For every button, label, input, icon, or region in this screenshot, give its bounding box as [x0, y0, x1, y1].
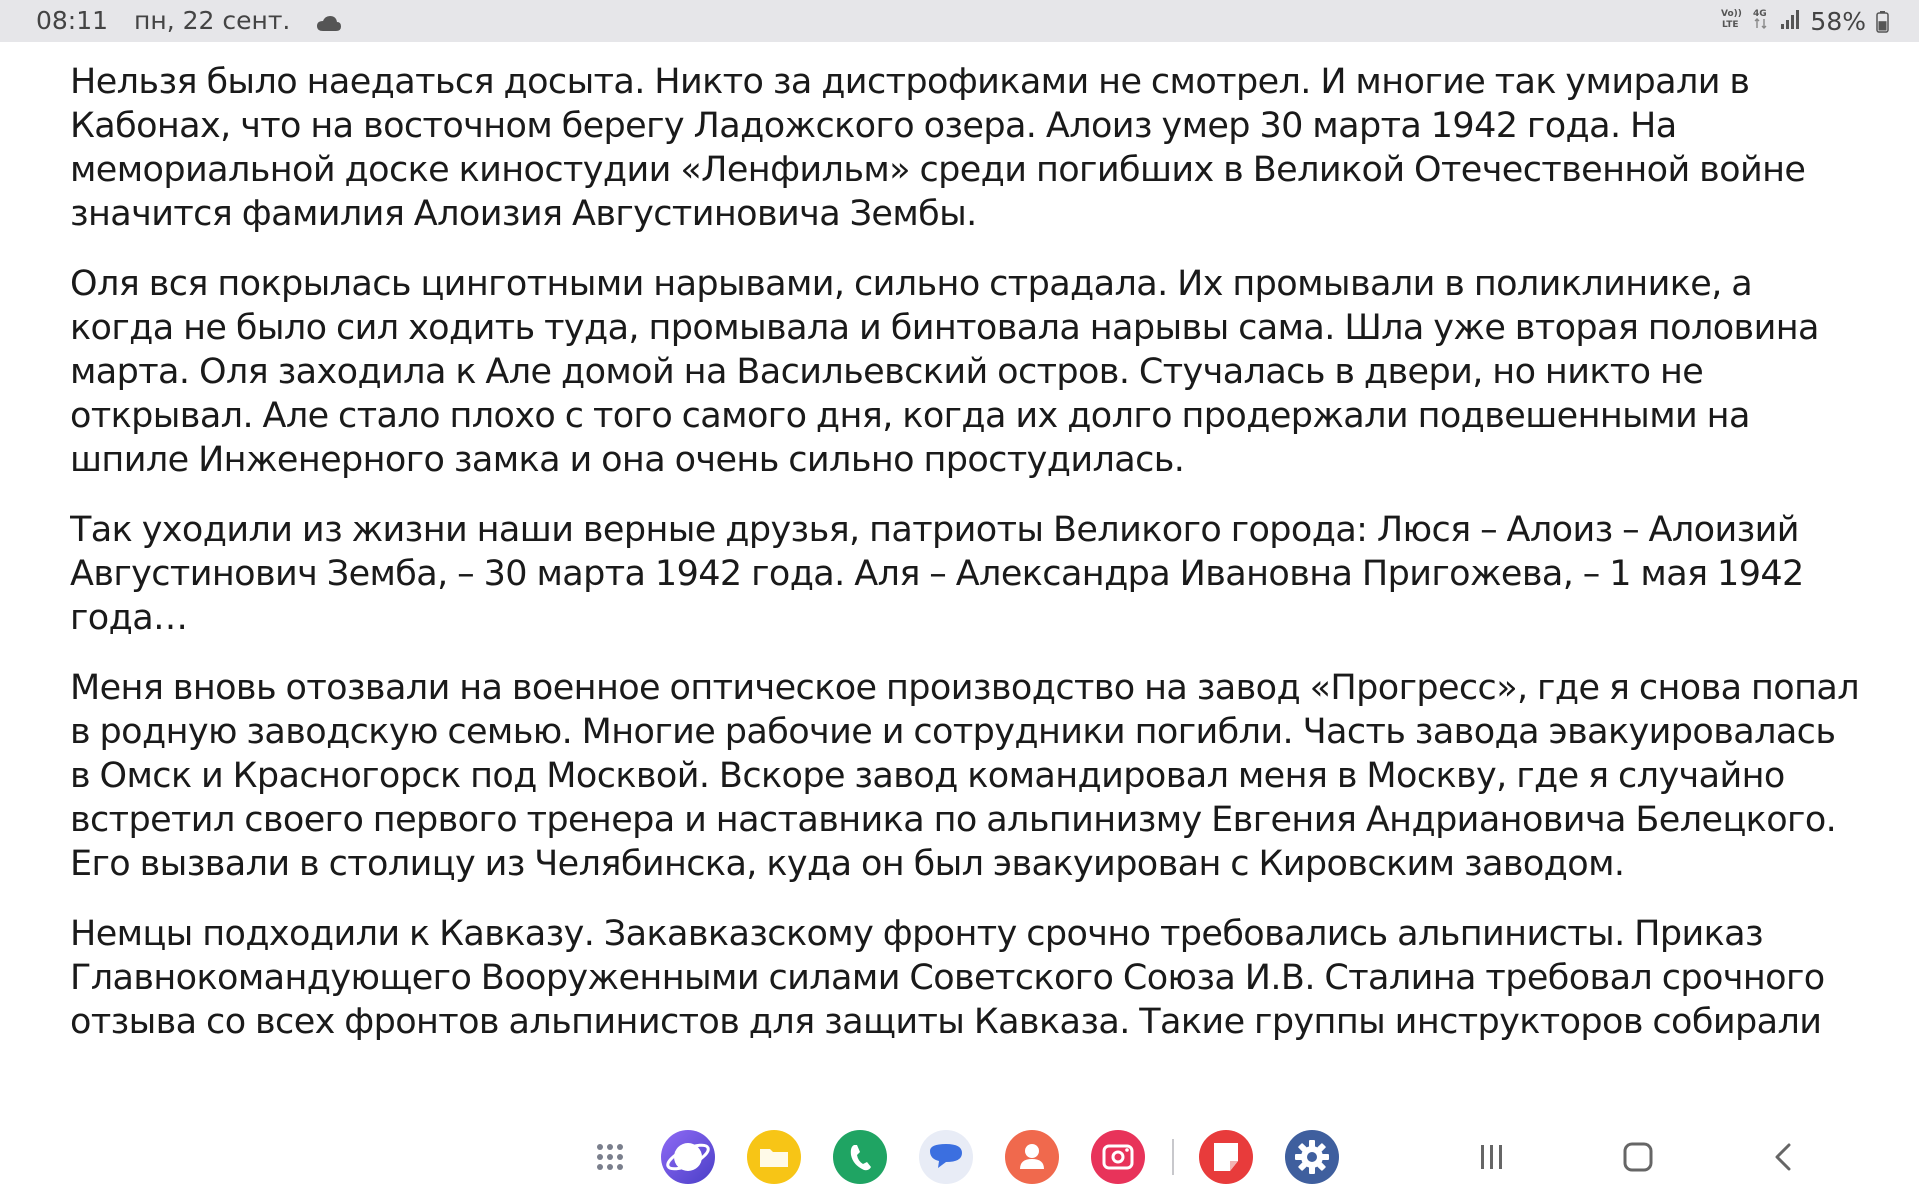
my-files-icon[interactable]: [746, 1129, 802, 1185]
back-icon[interactable]: [1766, 1139, 1802, 1175]
battery-percent: 58%: [1810, 6, 1866, 36]
notes-icon[interactable]: [1198, 1129, 1254, 1185]
volte-icon: [1720, 6, 1742, 36]
apps-grid-icon[interactable]: [582, 1129, 638, 1185]
svg-text:LTE: LTE: [1722, 20, 1739, 30]
battery-icon: [1876, 10, 1889, 32]
home-icon[interactable]: [1620, 1139, 1656, 1175]
status-bar: [0, 0, 1919, 42]
phone-icon[interactable]: [832, 1129, 888, 1185]
messages-icon[interactable]: [918, 1129, 974, 1185]
paragraph-2: Оля вся покрылась цинготными нарывами, сильно страдала. Их промывали в поликлинике, а когда не было сил ходить туда, промывала и бинтовала нарывы сама. Шла уже вторая половина марта. Оля заходила к Але домой на Васильевский остров. Стучалась в двери, но никто не открывал. Але стало плохо с того самого дня, когда их долго продержали подвешенными на шпиле Инженерного замка и она очень сильно простудилась.: [70, 264, 1819, 480]
signal-icon: [1780, 7, 1800, 36]
contacts-icon[interactable]: [1004, 1129, 1060, 1185]
document-content: [70, 60, 1860, 1110]
settings-icon[interactable]: [1284, 1129, 1340, 1185]
svg-text:Vo)): Vo)): [1721, 9, 1743, 19]
paragraph-1: Нельзя было наедаться досыта. Никто за дистрофиками не смотрел. И многие так умирали в Кабонах, что на восточном берегу Ладожского озера. Алоиз умер 30 марта 1942 года. На мемориальной доске киностудии «Ленфильм» среди погибших в Великой Отечественной войне значится фамилия Алоизия Августиновича Зембы.: [70, 62, 1806, 234]
status-date: пн, 22 сент.: [134, 6, 291, 35]
svg-text:4G: 4G: [1753, 9, 1768, 19]
status-left: [36, 6, 342, 35]
cloud-icon: [316, 11, 342, 31]
taskbar: [0, 1125, 1919, 1189]
dock-divider: [1172, 1139, 1174, 1175]
internet-browser-icon[interactable]: [660, 1129, 716, 1185]
paragraph-4: Меня вновь отозвали на военное оптическое производство на завод «Прогресс», где я снова попал в родную заводскую семью. Многие рабочие и сотрудники погибли. Часть завода эвакуировалась в Омск и Красногорск под Москвой. Вскоре завод командировал меня в Москву, где я случайно встретил своего первого тренера и наставника по альпинизму Евгения Андриановича Белецкого. Его вызвали в столицу из Челябинска, куда он был эвакуирован с Кировским заводом.: [70, 668, 1860, 884]
network-4g-icon: [1752, 6, 1770, 36]
paragraph-3: Так уходили из жизни наши верные друзья, патриоты Великого города: Люся – Алоиз – Алоизий Августинович Земба, – 30 марта 1942 года. Аля – Александра Ивановна Пригожева, – 1 мая 1942 года…: [70, 510, 1804, 638]
camera-icon[interactable]: [1090, 1129, 1146, 1185]
recents-icon[interactable]: [1474, 1139, 1510, 1175]
status-time: 08:11: [36, 6, 109, 35]
status-right: [1720, 6, 1889, 36]
paragraph-5: Немцы подходили к Кавказу. Закавказскому фронту срочно требовались альпинисты. Приказ Главнокомандующего Вооруженными силами Советского Союза И.В. Сталина требовал срочного отзыва со всех фронтов альпинистов для защиты Кавказа. Такие группы инструкторов собирали: [70, 914, 1825, 1042]
